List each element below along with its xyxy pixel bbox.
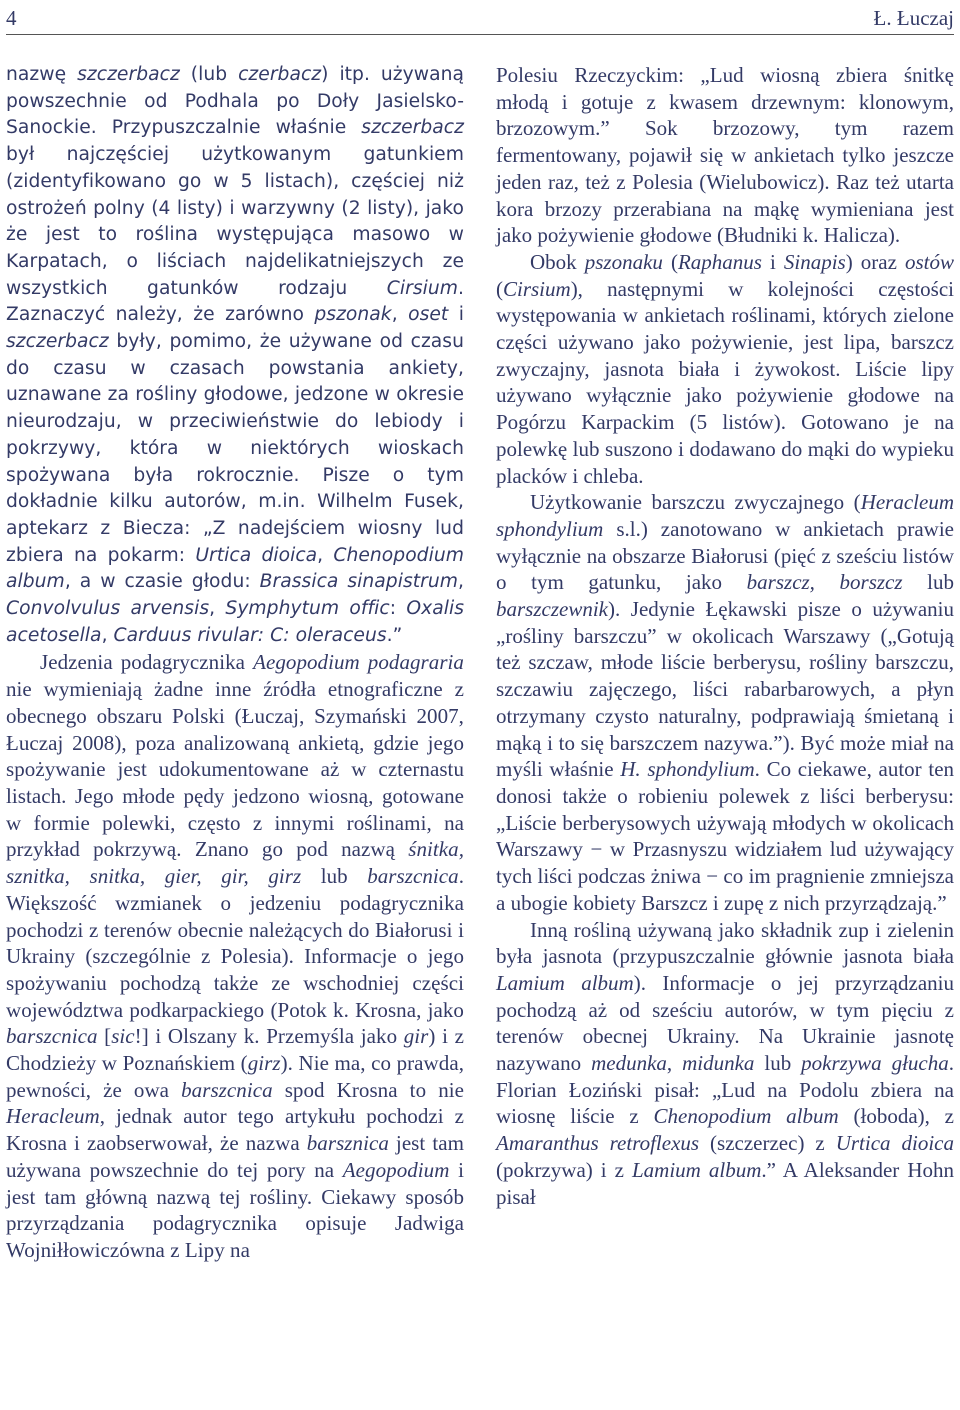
right-column: [496, 62, 954, 1210]
italic-text: Brassica sinapistrum: [259, 571, 458, 593]
italic-text: oset: [408, 304, 449, 326]
text-run: Obok: [530, 249, 585, 274]
text-run: ,: [458, 571, 464, 593]
italic-text: barszczewnik: [496, 597, 608, 622]
italic-text: ostów: [904, 249, 954, 274]
paragraph: [496, 489, 954, 916]
italic-text: śnitka, sznitka, snitka, gier, gir, girz: [6, 837, 464, 889]
italic-text: midunka: [682, 1051, 755, 1076]
text-run: ,: [666, 1051, 683, 1076]
italic-text: Aegopodium: [342, 1157, 450, 1182]
italic-text: Heracleum sphondylium: [496, 490, 954, 541]
italic-text: Oxalis acetosella: [6, 598, 464, 646]
text-run: lub: [301, 864, 368, 889]
text-run: ,: [101, 624, 114, 646]
page-number: 4: [6, 6, 17, 30]
text-run: , jednak autor tego artykułu pochodzi z Krosna i zaobserwował, że nazwa: [6, 1104, 464, 1156]
paragraph: [496, 917, 954, 1211]
italic-text: Heracleum: [6, 1104, 100, 1129]
italic-text: Cirsium: [386, 277, 458, 299]
text-run: ,: [391, 304, 409, 326]
italic-text: Lamium album: [632, 1157, 762, 1182]
text-run: ,: [317, 544, 334, 566]
text-run: . Co ciekawe, autor ten donosi także o robieniu polewek z liści berberysu: „Liście berberysowych używają młodych w okolicach Warszawy − w Przasnyszu widziałem lud używający tych liści podczas żniwa − co im pragnienie zmniejsza a ubogie kobiety Barszcz i zupę z nich przyrządzają.”: [496, 757, 955, 915]
page-header: [6, 2, 954, 35]
italic-text: Chenopodium album: [6, 544, 464, 593]
italic-text: sic: [111, 1024, 135, 1049]
italic-text: barszcnica: [6, 1024, 98, 1049]
text-run: (pokrzywa) i z: [496, 1157, 632, 1182]
text-run: . Zaznaczyć należy, że zarówno: [6, 277, 464, 326]
italic-text: Chenopodium album: [653, 1104, 839, 1129]
italic-text: Urtica dioica: [195, 544, 318, 566]
text-run: ) oraz: [845, 249, 905, 274]
text-run: s.l.) zanotowano w ankietach prawie wyłącznie na obszarze Białorusi (pięć z sześciu listów o tym gatunku, jako: [496, 516, 954, 595]
paragraph: [496, 249, 954, 489]
paragraph: [6, 649, 464, 1263]
text-run: były, pomimo, że używane od czasu do czasu w czasach powstania ankiety, uznawane za rośliny głodowe, jedzone w okresie nieurodzaju, w przeciwieństwie do lebiody i pokrzywy, która w niektórych wioskach spożywana była rokrocznie. Pisze o tym dokładnie kilku autorów, m.in. Wilhelm Fusek, aptekarz z Biecza: „Z nadejściem wiosny lud zbiera na pokarm:: [6, 331, 464, 566]
text-run: (szczerzec) z: [699, 1131, 836, 1156]
paragraph: [6, 62, 464, 649]
italic-text: H. sphondylium: [620, 757, 755, 782]
text-run: .” A Aleksander Hohn pisał: [496, 1157, 954, 1209]
text-run: i jest tam główną nazwą tej rośliny. Ciekawy sposób przyrządzania podagrycznika opisuje Jadwiga Wojniłłowiczówna z Lipy na: [6, 1157, 464, 1262]
text-run: ). Jedynie Łękawski pisze o używaniu „rośliny barszczu” w okolicach Warszawy („Gotują też szczaw, młode liście berberysu, rośliny barszczu, szczawiu zajęczego, liści rabarbarowych, a płyn otrzymany czysto naturalny, podprawiają śmietaną i mąką i to się barszczem nazywa.”). Być może miał na myśli właśnie: [496, 597, 954, 782]
paragraph: [496, 62, 954, 249]
text-run: ). Nie ma, co prawda, pewności, że owa: [6, 1051, 464, 1102]
text-run: i: [761, 249, 784, 274]
italic-text: szczerbacz: [6, 331, 109, 353]
italic-text: gir: [403, 1024, 429, 1049]
text-run: był najczęściej użytkowanym gatunkiem (zidentyfikowano go w 5 listach), częściej niż ostrożeń polny (4 listy) i warzywny (2 listy), jako że jest to roślina występująca masowo w Karpatach, o liściach najdelikatniejszych ze wszystkich gatunków rodzaju: [6, 144, 464, 299]
text-run: Inną rośliną używaną jako składnik zup i zielenin była jasnota (przypuszczalnie głównie jasnota biała: [496, 917, 954, 969]
italic-text: Symphytum offic: [225, 598, 390, 620]
italic-text: Urtica dioica: [835, 1131, 954, 1156]
text-run: , a w czasie głodu:: [64, 571, 260, 593]
italic-text: pokrzywa głucha: [801, 1051, 949, 1076]
italic-text: girz: [247, 1051, 281, 1076]
italic-text: czerbacz: [238, 64, 322, 85]
italic-text: Sinapis: [783, 249, 846, 274]
italic-text: Cirsium: [503, 276, 571, 301]
left-column: [6, 62, 464, 1264]
italic-text: barszcnica: [181, 1077, 273, 1102]
text-run: . Większość wzmianek o jedzeniu podagrycznika pochodzi z terenów obecnie należących do Białorusi i Ukrainy (szczególnie z Polesia). Informacje o jego spożywaniu pochodzą także ze wschodniej części województwa podkarpackiego (Potok k. Krosna, jako: [6, 864, 464, 1022]
running-head: Ł. Łuczaj: [873, 6, 954, 30]
text-run: (: [662, 249, 678, 274]
text-run: ), następnymi w kolejności częstości występowania w ankietach roślinami, których zielone części używano jako pożywienie, jest lipa, barszcz zwyczajny, jasnota biała i żywokost. Liście lipy używano wyłącznie jako pożywienie głodowe na Pogórzu Karpackim (5 listów). Gotowano je na polewkę lub suszono i dodawano do mąki do wypieku placków i chleba.: [496, 276, 954, 488]
text-run: . Florian Łoziński pisał: „Lud na Podolu zbiera na wiosnę liście z: [496, 1051, 954, 1129]
italic-text: Lamium album: [496, 970, 634, 995]
italic-text: barszcz, borszcz: [746, 570, 903, 595]
italic-text: pszonak: [314, 304, 392, 326]
italic-text: medunka: [591, 1051, 667, 1076]
text-run: ,: [209, 598, 226, 620]
italic-text: Amaranthus retroflexus: [496, 1131, 700, 1156]
text-run: !] i Olszany k. Przemyśla jako: [134, 1024, 404, 1049]
text-run: ) itp. używaną powszechnie od Podhala po Doły Jasielsko-Sanockie. Przypuszczalnie właśnie: [6, 64, 464, 139]
text-run: Polesiu Rzeczyckim: „Lud wiosną zbiera śnitkę młodą i gotuje z kwasem drzewnym: klonowym, brzozowym.” Sok brzozowy, tym razem fermentowany, pojawił się w ankietach tylko jeszcze jeden raz, też z Polesia (Wielubowicz). Raz też utarta kora brzozy przerabiana na mąkę wymieniana jest jako pożywienie głodowe (Błudniki k. Halicza).: [496, 63, 954, 248]
text-run: Użytkowanie barszczu zwyczajnego (: [530, 490, 861, 515]
text-run: spod Krosna to nie: [272, 1077, 464, 1102]
italic-text: pszonaku: [584, 249, 663, 274]
text-run: nie wymieniają żadne inne źródła etnograficzne z obecnego obszaru Polski (Łuczaj, Szymański 2007, Łuczaj 2008), poza analizowaną ankietą, gdzie jego spożywanie jest udokumentowane aż w czternastu listach. Jego młode pędy jedzono wiosną, gotowane w formie polewki, często z innymi roślinami, na przykład pokrzywą. Znano go pod nazwą: [6, 677, 464, 862]
text-run: (lub: [179, 64, 239, 85]
text-run: lub: [754, 1051, 802, 1076]
italic-text: barszcnica: [367, 864, 459, 889]
text-run: ). Informacje o jej przyrządzaniu pochodzą aż od sześciu autorów, w tym pięciu z terenów obecnej Ukrainy. Na Ukrainie jasnotę nazywano: [496, 970, 954, 1076]
italic-text: barsznica: [306, 1131, 389, 1156]
italic-text: szczerbacz: [77, 64, 180, 85]
text-run: (łoboda), z: [838, 1104, 955, 1129]
text-run: ) i z Chodzieży w Poznańskiem (: [6, 1024, 464, 1076]
text-run: jest tam używana powszechnie do tej pory na: [6, 1131, 464, 1182]
italic-text: Convolvulus arvensis: [6, 598, 210, 620]
text-run: lub: [902, 570, 955, 595]
text-run: Jedzenia podagrycznika: [40, 650, 254, 675]
text-run: nazwę: [6, 64, 78, 85]
italic-text: Carduus rivular: C: oleraceus: [113, 624, 387, 646]
text-run: (: [496, 276, 503, 301]
text-run: .”: [386, 624, 403, 646]
text-run: :: [389, 598, 407, 620]
italic-text: Raphanus: [677, 249, 762, 274]
italic-text: szczerbacz: [361, 117, 464, 139]
italic-text: Aegopodium podagraria: [253, 650, 464, 675]
text-run: i: [448, 304, 464, 326]
text-run: [: [97, 1024, 112, 1049]
